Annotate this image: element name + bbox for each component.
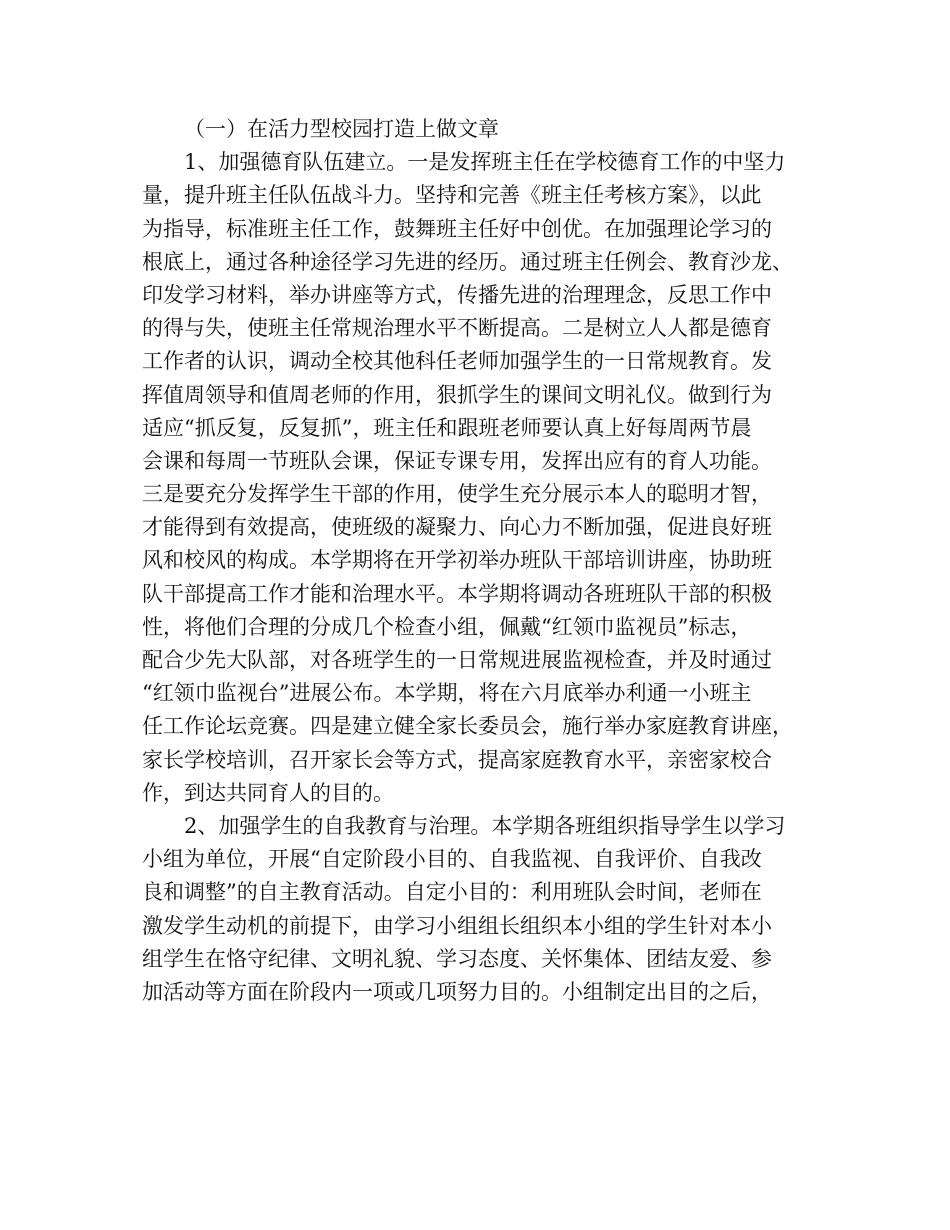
- paragraph-1-line: 性，将他们合理的分成几个检查小组，佩戴“红领巾监视员”标志，: [142, 614, 752, 639]
- paragraph-2-line: 激发学生动机的前提下，由学习小组组长组织本小组的学生针对本小: [142, 913, 772, 938]
- paragraph-1-line: 队干部提高工作才能和治理水平。本学期将调动各班班队干部的积极: [142, 581, 772, 606]
- paragraph-1-line: 挥值周领导和值周老师的作用，狠抓学生的课间文明礼仪。做到行为: [142, 382, 772, 407]
- paragraph-2-line: 小组为单位，开展“自定阶段小目的、自我监视、自我评价、自我改: [142, 847, 762, 872]
- paragraph-2: [142, 810, 814, 1009]
- paragraph-1-line: “红领巾监视台”进展公布。本学期，将在六月底举办利通一小班主: [142, 681, 752, 706]
- paragraph-1-line: 适应“抓反复，反复抓”，班主任和跟班老师要认真上好每周两节晨: [142, 415, 752, 440]
- paragraph-1-line: 配合少先大队部，对各班学生的一日常规进展监视检查，并及时通过: [142, 648, 772, 672]
- paragraph-1-line: 的得与失，使班主任常规治理水平不断提高。二是树立人人都是德育: [142, 316, 772, 341]
- paragraph-1-line: 1、加强德育队伍建立。一是发挥班主任在学校德育工作的中坚力: [184, 150, 786, 175]
- paragraph-1-line: 工作者的认识，调动全校其他科任老师加强学生的一日常规教育。发: [142, 349, 772, 374]
- document-body: [142, 113, 814, 1009]
- paragraph-1-line: 量，提升班主任队伍战斗力。坚持和完善《班主任考核方案》，以此: [142, 183, 762, 208]
- paragraph-1-line: 会课和每周一节班队会课，保证专课专用，发挥出应有的育人功能。: [142, 448, 772, 473]
- paragraph-2-line: 良和调整”的自主教育活动。自定小目的：利用班队会时间，老师在: [142, 880, 762, 905]
- paragraph-1-line: 才能得到有效提高，使班级的凝聚力、向心力不断加强，促进良好班: [142, 515, 772, 540]
- paragraph-1-line: 家长学校培训，召开家长会等方式，提高家庭教育水平，亲密家校合: [142, 747, 772, 772]
- paragraph-2-line: 组学生在恪守纪律、文明礼貌、学习态度、关怀集体、团结友爱、参: [142, 946, 772, 971]
- paragraph-1-line: 为指导，标准班主任工作，鼓舞班主任好中创优。在加强理论学习的: [142, 216, 772, 241]
- paragraph-2-line: 2、加强学生的自我教育与治理。本学期各班组织指导学生以学习: [184, 813, 786, 838]
- paragraph-1-line: 作，到达共同育人的目的。: [142, 780, 394, 805]
- paragraph-1-line: 风和校风的构成。本学期将在开学初举办班队干部培训讲座，协助班: [142, 548, 772, 573]
- paragraph-1-line: 任工作论坛竞赛。四是建立健全家长委员会，施行举办家庭教育讲座，: [142, 714, 793, 739]
- paragraph-1-line: 三是要充分发挥学生干部的作用，使学生充分展示本人的聪明才智，: [142, 482, 772, 507]
- paragraph-1-line: 印发学习材料，举办讲座等方式，传播先进的治理理念，反思工作中: [142, 282, 772, 307]
- paragraph-1: [142, 146, 814, 810]
- paragraph-2-line: 加活动等方面在阶段内一项或几项努力目的。小组制定出目的之后，: [142, 979, 772, 1004]
- paragraph-1-line: 根底上，通过各种途径学习先进的经历。通过班主任例会、教育沙龙、: [142, 249, 793, 274]
- section-heading: （一）在活力型校园打造上做文章: [184, 117, 499, 141]
